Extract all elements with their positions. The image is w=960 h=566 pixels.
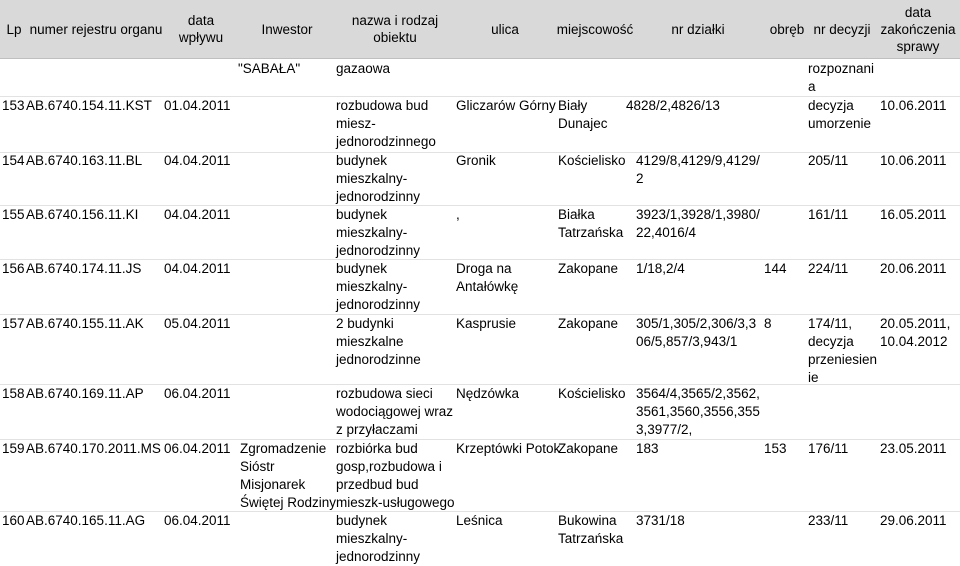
cell-zakonczenia: 20.05.2011, 10.04.2012 bbox=[880, 316, 951, 349]
cell-obreb: 153 bbox=[764, 441, 787, 456]
cell-dzialki: 183 bbox=[636, 441, 659, 456]
cell-lp: 157 bbox=[2, 316, 25, 331]
cell-miejscowosc: Zakopane bbox=[558, 261, 619, 276]
cell-data: 04.04.2011 bbox=[164, 207, 231, 222]
cell-decyzja: 224/11 bbox=[808, 261, 849, 276]
cell-data: 06.04.2011 bbox=[164, 513, 231, 528]
cell-data: 01.04.2011 bbox=[164, 98, 231, 113]
table-header bbox=[0, 0, 960, 59]
header-nr-dzialki: nr działki bbox=[671, 21, 725, 37]
cell-zakonczenia: 29.06.2011 bbox=[880, 513, 947, 528]
cell-numer: AB.6740.154.11.KST bbox=[26, 98, 152, 113]
cell-lp: 155 bbox=[2, 207, 25, 222]
cell-decyzja: 161/11 bbox=[808, 207, 849, 222]
cell-dzialki: 3731/18 bbox=[636, 513, 685, 528]
cell-ulica: Gronik bbox=[456, 153, 496, 168]
cell-zakonczenia: 23.05.2011 bbox=[880, 441, 947, 456]
cell-nazwa: budynek mieszkalny- jednorodzinny bbox=[336, 513, 421, 564]
cell-zakonczenia: 16.05.2011 bbox=[880, 207, 947, 222]
cell-zakonczenia: 10.06.2011 bbox=[880, 98, 947, 113]
header-ulica: ulica bbox=[491, 21, 519, 37]
cell-nazwa: budynek mieszkalny- jednorodzinny bbox=[336, 261, 421, 312]
header-nr-decyzji: nr decyzji bbox=[813, 21, 871, 37]
header-miejscowosc: miejscowość bbox=[556, 21, 634, 37]
cell-ulica: Nędzówka bbox=[456, 386, 520, 401]
cell-miejscowosc: Kościelisko bbox=[558, 153, 626, 168]
cell-nazwa: gazaowa bbox=[336, 61, 391, 76]
header-inwestor: Inwestor bbox=[261, 21, 313, 37]
cell-ulica: Krzeptówki Potok bbox=[456, 441, 561, 456]
cell-data: 04.04.2011 bbox=[164, 153, 231, 168]
cell-decyzja: decyzja umorzenie bbox=[808, 98, 872, 131]
cell-dzialki: 305/1,305/2,306/3,3 06/5,857/3,943/1 bbox=[636, 316, 757, 349]
cell-decyzja: 176/11 bbox=[808, 441, 849, 456]
cell-dzialki: 4129/8,4129/9,4129/ 2 bbox=[636, 153, 760, 186]
header-data-zakonczenia: data zakończenia sprawy bbox=[880, 4, 956, 54]
cell-miejscowosc: Bukowina Tatrzańska bbox=[558, 513, 624, 546]
cell-lp: 159 bbox=[2, 441, 25, 456]
cell-nazwa: rozbudowa bud miesz- jednorodzinnego bbox=[336, 98, 436, 149]
cell-miejscowosc: Kościelisko bbox=[558, 386, 626, 401]
cell-nazwa: rozbudowa sieci wodociągowej wraz z przyłaczami bbox=[336, 386, 454, 437]
cell-numer: AB.6740.170.2011.MS bbox=[26, 441, 161, 456]
cell-lp: 154 bbox=[2, 153, 25, 168]
header-lp: Lp bbox=[6, 21, 22, 37]
cell-zakonczenia: 10.06.2011 bbox=[880, 153, 947, 168]
cell-obreb: 8 bbox=[764, 316, 772, 331]
cell-miejscowosc: Biały Dunajec bbox=[558, 98, 608, 131]
cell-numer: AB.6740.174.11.JS bbox=[26, 261, 142, 276]
header-obreb: obręb bbox=[769, 21, 805, 37]
cell-miejscowosc: Zakopane bbox=[558, 316, 619, 331]
cell-numer: AB.6740.165.11.AG bbox=[26, 513, 146, 528]
cell-data: 06.04.2011 bbox=[164, 441, 231, 456]
cell-nazwa: rozbiórka bud gosp,rozbudowa i przedbud bud mieszk-usługowego bbox=[336, 441, 455, 510]
header-data-wplywu: data wpływu bbox=[178, 13, 224, 45]
cell-miejscowosc: Białka Tatrzańska bbox=[558, 207, 624, 240]
cell-dzialki: 3923/1,3928/1,3980/ 22,4016/4 bbox=[636, 207, 760, 240]
cell-numer: AB.6740.155.11.AK bbox=[26, 316, 144, 331]
cell-data: 04.04.2011 bbox=[164, 261, 231, 276]
cell-numer: AB.6740.169.11.AP bbox=[26, 386, 144, 401]
cell-lp: 160 bbox=[2, 513, 25, 528]
cell-ulica: , bbox=[456, 207, 460, 222]
cell-miejscowosc: Zakopane bbox=[558, 441, 619, 456]
cell-decyzja: 205/11 bbox=[808, 153, 849, 168]
cell-data: 06.04.2011 bbox=[164, 386, 231, 401]
header-numer-rejestru: numer rejestru organu bbox=[29, 21, 163, 37]
cell-numer: AB.6740.163.11.BL bbox=[26, 153, 143, 168]
cell-nazwa: budynek mieszkalny- jednorodzinny bbox=[336, 153, 421, 204]
cell-dzialki: 1/18,2/4 bbox=[636, 261, 685, 276]
cell-dzialki: 4828/2,4826/13 bbox=[626, 98, 720, 113]
cell-ulica: Gliczarów Górny bbox=[456, 98, 556, 113]
cell-decyzja: rozpoznani a bbox=[808, 61, 875, 94]
cell-ulica: Kasprusie bbox=[456, 316, 517, 331]
cell-data: 05.04.2011 bbox=[164, 316, 231, 331]
cell-nazwa: budynek mieszkalny- jednorodzinny bbox=[336, 207, 421, 258]
cell-obreb: 233/11 bbox=[808, 513, 849, 528]
cell-inwestor: Zgromadzenie Sióstr Misjonarek Świętej Rodziny bbox=[240, 441, 337, 510]
cell-lp: 158 bbox=[2, 386, 25, 401]
cell-lp: 156 bbox=[2, 261, 25, 276]
cell-numer: AB.6740.156.11.KI bbox=[26, 207, 139, 222]
cell-ulica: Droga na Antałówkę bbox=[456, 261, 519, 294]
cell-dzialki: 3564/4,3565/2,3562, 3561,3560,3556,355 3,3977/2, bbox=[636, 386, 760, 437]
cell-lp: 153 bbox=[2, 98, 25, 113]
cell-decyzja: 174/11, decyzja przeniesien ie bbox=[808, 316, 878, 385]
cell-zakonczenia: 20.06.2011 bbox=[880, 261, 947, 276]
cell-inwestor: "SABAŁA" bbox=[238, 61, 301, 76]
header-nazwa-obiektu: nazwa i rodzaj obiektu bbox=[351, 13, 439, 45]
cell-nazwa: 2 budynki mieszkalne jednorodzinne bbox=[336, 316, 421, 367]
cell-obreb: 144 bbox=[764, 261, 787, 276]
cell-ulica: Leśnica bbox=[456, 513, 503, 528]
